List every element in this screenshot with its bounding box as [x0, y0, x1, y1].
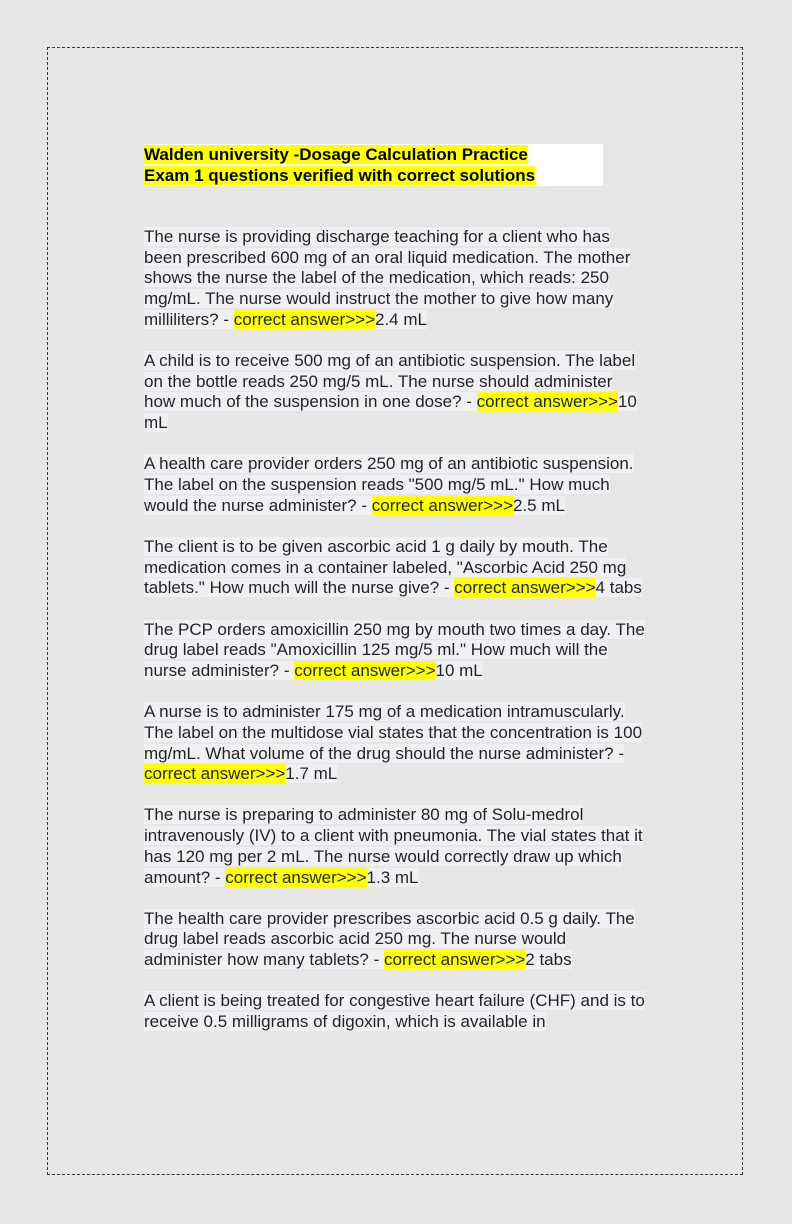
answer-text: 10 mL: [435, 660, 483, 680]
question-text: A child is to receive 500 mg of an antibiotic suspension. The label on the bottle reads 250 mg/5 mL. The nurse should administer how much of the suspension in one dose? -: [144, 351, 636, 412]
title-text-2: Exam 1 questions verified with correct solutions: [144, 166, 536, 185]
answer-marker: correct answer>>>: [384, 950, 526, 970]
answer-text: 2.5 mL: [513, 495, 565, 515]
question-text: A health care provider orders 250 mg of an antibiotic suspension. The label on the suspension reads "500 mg/5 mL." How much would the nurse administer? -: [144, 454, 634, 515]
title-line-2: [144, 165, 603, 186]
answer-marker: correct answer>>>: [454, 578, 596, 598]
title-text-1: Walden university -Dosage Calculation Practice: [144, 145, 528, 164]
document-title: [144, 144, 603, 186]
qa-item-5: [144, 620, 648, 682]
answer-text: 2.4 mL: [375, 309, 427, 329]
qa-item-6: [144, 702, 648, 785]
answer-text: 2 tabs: [525, 950, 572, 970]
answer-marker: correct answer>>>: [476, 392, 618, 412]
document-body: [144, 144, 648, 1053]
answer-text: 1.3 mL: [366, 867, 419, 887]
qa-item-8: [144, 909, 648, 971]
qa-item-3: [144, 454, 648, 516]
answer-marker: correct answer>>>: [371, 495, 513, 515]
question-text: The nurse is preparing to administer 80 mg of Solu-medrol intravenously (IV) to a client with pneumonia. The vial states that it has 120 mg per 2 mL. The nurse would correctly draw up which amount? -: [144, 805, 643, 887]
answer-text: 10 mL: [144, 392, 637, 433]
answer-text: 4 tabs: [595, 578, 642, 598]
question-text: The nurse is providing discharge teaching for a client who has been prescribed 600 mg of an oral liquid medication. The mother shows the nurse the label of the medication, which reads: 250 mg/mL. The nurse would instruct the mother to give how many milliliters? -: [144, 227, 631, 329]
answer-text: 1.7 mL: [285, 764, 338, 784]
question-text: A nurse is to administer 175 mg of a medication intramuscularly. The label on the multidose vial states that the concentration is 100 mg/mL. What volume of the drug should the nurse administer? -: [144, 702, 643, 763]
answer-marker: correct answer>>>: [144, 764, 286, 784]
qa-item-1: [144, 227, 648, 331]
qa-item-4: [144, 537, 648, 599]
answer-marker: correct answer>>>: [225, 867, 367, 887]
title-line-1: [144, 144, 603, 165]
qa-item-2: [144, 351, 648, 434]
answer-marker: correct answer>>>: [233, 309, 375, 329]
question-text: The health care provider prescribes ascorbic acid 0.5 g daily. The drug label reads ascorbic acid 250 mg. The nurse would administer how many tablets? -: [144, 908, 635, 970]
question-text: A client is being treated for congestive heart failure (CHF) and is to receive 0.5 milligrams of digoxin, which is available in: [144, 991, 645, 1032]
question-text: The client is to be given ascorbic acid 1 g daily by mouth. The medication comes in a container labeled, "Ascorbic Acid 250 mg tablets." How much will the nurse give? -: [144, 536, 627, 598]
qa-item-7: [144, 805, 648, 888]
answer-marker: correct answer>>>: [294, 660, 436, 680]
qa-item-9: [144, 991, 648, 1032]
question-text: The PCP orders amoxicillin 250 mg by mouth two times a day. The drug label reads "Amoxicillin 125 mg/5 ml." How much will the nurse administer? -: [144, 619, 645, 680]
